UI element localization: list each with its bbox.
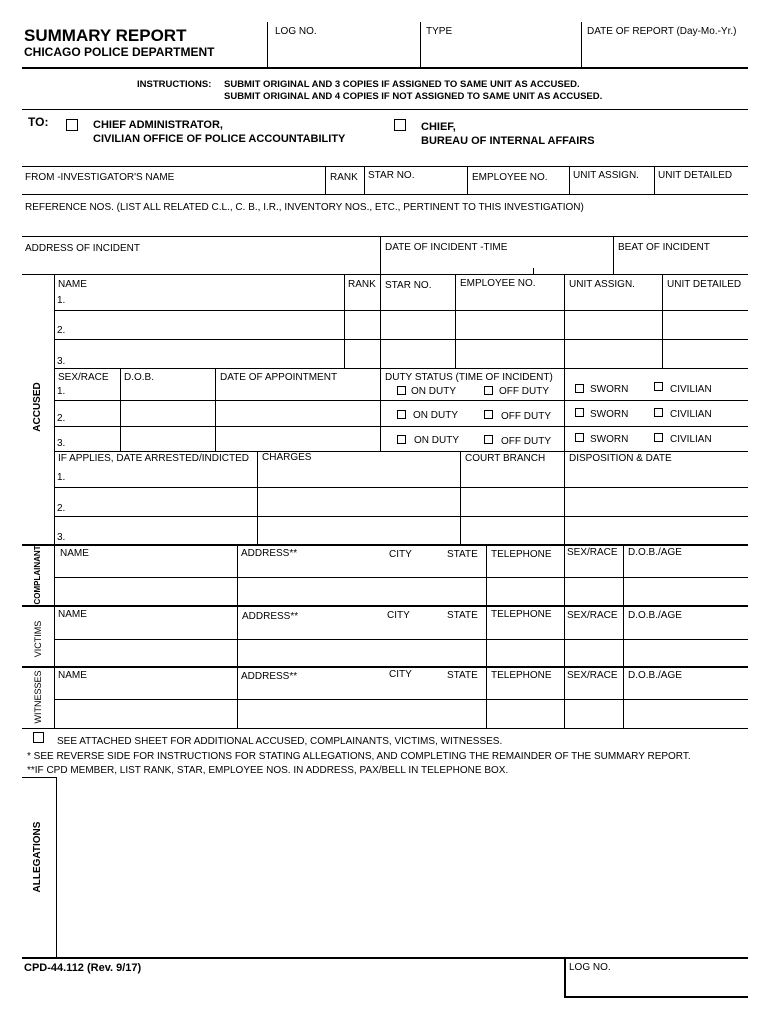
complainant-address-label: ADDRESS** (241, 548, 298, 559)
header-divider-1 (267, 22, 268, 67)
charges-row-rule-1 (54, 487, 748, 488)
instructions-rule (22, 109, 748, 110)
accused-side-label: ACCUSED (32, 382, 43, 432)
civilian-label: CIVILIAN (670, 409, 712, 420)
accused-unit-assign-label: UNIT ASSIGN. (569, 279, 635, 290)
accused-row-rule-2 (54, 339, 748, 340)
to-option-1-line-1: CHIEF ADMINISTRATOR, (93, 119, 223, 131)
checkbox-civilian-2[interactable] (654, 408, 663, 417)
to-rule (22, 166, 748, 167)
accused-side-border (54, 274, 55, 544)
allegations-side-label: ALLEGATIONS (32, 821, 43, 893)
victims-telephone-label: TELEPHONE (491, 609, 552, 620)
footer-log-box-bottom (564, 996, 748, 998)
inv-divider-unit-assign (569, 166, 570, 194)
cpd-member-note: **IF CPD MEMBER, LIST RANK, STAR, EMPLOYEE NOS. IN ADDRESS, PAX/BELL IN TELEPHONE BOX. (27, 765, 509, 776)
sworn-label: SWORN (590, 409, 629, 420)
status-row-rule-2 (54, 426, 748, 427)
witnesses-mid-rule (54, 699, 748, 700)
incident-beat-label: BEAT OF INCIDENT (618, 242, 710, 253)
status-col-appointment (215, 368, 216, 451)
complainant-city-label: CITY (389, 549, 412, 560)
instructions-line-1: SUBMIT ORIGINAL AND 3 COPIES IF ASSIGNED TO SAME UNIT AS ACCUSED. (224, 79, 580, 90)
allegations-field[interactable] (60, 780, 746, 954)
victims-dob-age-label: D.O.B./AGE (628, 610, 682, 621)
investigator-star-label: STAR NO. (368, 170, 415, 181)
charges-col-disposition (564, 451, 565, 544)
victims-address-label: ADDRESS** (242, 611, 299, 622)
charges-row-number: 1. (57, 472, 66, 483)
complainant-telephone-label: TELEPHONE (491, 549, 552, 560)
header-rule (22, 67, 748, 69)
checkbox-on-duty-3[interactable] (397, 435, 406, 444)
persons-side-border (54, 544, 55, 728)
witnesses-side-label: WITNESSES (33, 670, 43, 724)
reference-rule (22, 236, 748, 237)
reference-nos-field[interactable] (24, 214, 746, 234)
status-row-number: 3. (57, 438, 66, 449)
accused-dob-label: D.O.B. (124, 372, 155, 383)
persons-col-telephone (486, 544, 487, 728)
complainant-state-label: STATE (447, 549, 478, 560)
checkbox-civilian-3[interactable] (654, 433, 663, 442)
victims-city-label: CITY (387, 610, 410, 621)
charges-row-number: 3. (57, 532, 66, 543)
date-of-report-field[interactable] (586, 40, 746, 64)
footer-rule (22, 957, 748, 959)
form-number: CPD-44.112 (Rev. 9/17) (24, 962, 142, 974)
to-option-2-line-1: CHIEF, (421, 121, 456, 133)
reverse-side-note: * SEE REVERSE SIDE FOR INSTRUCTIONS FOR STATING ALLEGATIONS, AND COMPLETING THE REMAINDER OF THE SUMMARY REPORT. (27, 751, 691, 762)
accused-unit-detailed-label: UNIT DETAILED (667, 279, 742, 290)
log-no-label: LOG NO. (275, 26, 317, 37)
investigator-name-label: FROM -INVESTIGATOR'S NAME (25, 172, 175, 183)
sworn-label: SWORN (590, 384, 629, 395)
accused-row-rule-3 (54, 368, 748, 369)
accused-appointment-label: DATE OF APPOINTMENT (220, 372, 338, 383)
incident-date-time-label: DATE OF INCIDENT -TIME (385, 242, 508, 253)
accused-col-rank (344, 274, 345, 368)
on-duty-label: ON DUTY (411, 386, 456, 397)
witnesses-telephone-label: TELEPHONE (491, 670, 552, 681)
allegations-side-border (56, 777, 57, 957)
accused-employee-label: EMPLOYEE NO. (460, 278, 536, 289)
complainant-dob-age-label: D.O.B./AGE (628, 547, 682, 558)
charges-col-court (460, 451, 461, 544)
complainant-bottom-rule (22, 605, 748, 607)
persons-col-sex-race (564, 544, 565, 728)
checkbox-on-duty-1[interactable] (397, 386, 406, 395)
inv-divider-unit-detailed (654, 166, 655, 194)
log-no-field[interactable] (272, 40, 414, 64)
accused-col-star (380, 274, 381, 368)
status-col-sworn (564, 368, 565, 451)
off-duty-label: OFF DUTY (501, 411, 551, 422)
victims-side-label: VICTIMS (33, 620, 43, 658)
witnesses-city-label: CITY (389, 669, 412, 680)
complainant-name-label: NAME (60, 548, 89, 559)
accused-rank-label: RANK (348, 279, 376, 290)
on-duty-label: ON DUTY (414, 435, 459, 446)
checkbox-on-duty-2[interactable] (397, 410, 406, 419)
incident-address-label: ADDRESS OF INCIDENT (25, 243, 141, 254)
checkbox-sworn-3[interactable] (575, 433, 584, 442)
type-field[interactable] (424, 40, 576, 64)
footer-log-no-field[interactable] (570, 975, 746, 993)
accused-row-number: 1. (57, 295, 66, 306)
incident-divider-beat (613, 236, 614, 274)
investigator-rule (22, 194, 748, 195)
off-duty-label: OFF DUTY (499, 386, 549, 397)
accused-col-unit-assign (564, 274, 565, 368)
allegations-top-rule (22, 777, 56, 778)
checkbox-sworn-2[interactable] (575, 408, 584, 417)
investigator-unit-detailed-label: UNIT DETAILED (658, 170, 733, 181)
victims-state-label: STATE (447, 610, 478, 621)
status-row-number: 1. (57, 386, 66, 397)
inv-divider-rank (325, 166, 326, 194)
charges-col-charges (257, 451, 258, 544)
accused-row-number: 2. (57, 325, 66, 336)
investigator-rank-label: RANK (330, 172, 358, 183)
court-branch-label: COURT BRANCH (465, 453, 546, 464)
investigator-employee-label: EMPLOYEE NO. (472, 172, 548, 183)
checkbox-civilian-1[interactable] (654, 382, 663, 391)
charges-row-number: 2. (57, 503, 66, 514)
checkbox-chief-internal-affairs[interactable] (394, 119, 406, 131)
to-label: TO: (28, 115, 49, 129)
date-of-report-label: DATE OF REPORT (Day-Mo.-Yr.) (587, 26, 737, 37)
status-row-rule-3 (54, 451, 748, 452)
witnesses-bottom-rule (22, 728, 748, 729)
civilian-label: CIVILIAN (670, 434, 712, 445)
form-title: SUMMARY REPORT (24, 26, 187, 45)
instructions-line-2: SUBMIT ORIGINAL AND 4 COPIES IF NOT ASSIGNED TO SAME UNIT AS ACCUSED. (224, 91, 603, 102)
off-duty-label: OFF DUTY (501, 436, 551, 447)
charges-row-rule-2 (54, 516, 748, 517)
incident-divider-date (380, 236, 381, 274)
victims-name-label: NAME (58, 609, 87, 620)
sworn-label: SWORN (590, 434, 629, 445)
checkbox-sworn-1[interactable] (575, 384, 584, 393)
type-label: TYPE (426, 26, 453, 37)
victims-mid-rule (54, 639, 748, 640)
to-option-2-line-2: BUREAU OF INTERNAL AFFAIRS (421, 135, 595, 147)
accused-star-label: STAR NO. (385, 280, 432, 291)
complainant-side-label: COMPLAINANT (33, 545, 42, 605)
checkbox-chief-administrator[interactable] (66, 119, 78, 131)
witnesses-state-label: STATE (447, 670, 478, 681)
duty-status-label: DUTY STATUS (TIME OF INCIDENT) (385, 372, 553, 383)
witnesses-sex-race-label: SEX/RACE (567, 670, 618, 681)
accused-col-unit-detailed (662, 274, 663, 368)
header-divider-3 (581, 22, 582, 67)
witnesses-name-label: NAME (58, 670, 87, 681)
reference-nos-label: REFERENCE NOS. (LIST ALL RELATED C.L., C. B., I.R., INVENTORY NOS., ETC., PERTINENT TO THIS INVESTIGATION) (25, 202, 584, 213)
checkbox-off-duty-2[interactable] (484, 410, 493, 419)
victims-sex-race-label: SEX/RACE (567, 610, 618, 621)
status-row-number: 2. (57, 413, 66, 424)
victims-bottom-rule (22, 666, 748, 668)
witnesses-dob-age-label: D.O.B./AGE (628, 670, 682, 681)
status-col-dob (120, 368, 121, 451)
persons-col-dob-age (623, 544, 624, 728)
incident-rule (22, 274, 748, 275)
investigator-unit-assign-label: UNIT ASSIGN. (573, 170, 639, 181)
checkbox-see-attached-sheet[interactable] (33, 732, 44, 743)
accused-name-label: NAME (58, 279, 87, 290)
instructions-label: INSTRUCTIONS: (137, 79, 212, 90)
witnesses-address-label: ADDRESS** (241, 671, 298, 682)
status-row-rule-1 (54, 400, 748, 401)
complainant-mid-rule (54, 577, 748, 578)
department-name: CHICAGO POLICE DEPARTMENT (24, 45, 215, 59)
persons-col-address (237, 544, 238, 728)
header-divider-2 (420, 22, 421, 67)
accused-bottom-rule (22, 544, 748, 546)
checkbox-off-duty-3[interactable] (484, 435, 493, 444)
complainant-sex-race-label: SEX/RACE (567, 547, 618, 558)
on-duty-label: ON DUTY (413, 410, 458, 421)
attached-sheet-note: SEE ATTACHED SHEET FOR ADDITIONAL ACCUSED, COMPLAINANTS, VICTIMS, WITNESSES. (57, 736, 503, 747)
status-col-duty (380, 368, 381, 451)
disposition-date-label: DISPOSITION & DATE (569, 453, 672, 464)
charges-label: CHARGES (262, 452, 312, 463)
accused-col-employee (455, 274, 456, 368)
arrested-indicted-label: IF APPLIES, DATE ARRESTED/INDICTED (58, 453, 249, 464)
inv-divider-employee (467, 166, 468, 194)
accused-row-number: 3. (57, 356, 66, 367)
footer-log-box-left (564, 957, 566, 997)
accused-row-rule-1 (54, 310, 748, 311)
civilian-label: CIVILIAN (670, 384, 712, 395)
checkbox-off-duty-1[interactable] (484, 386, 493, 395)
inv-divider-star (364, 166, 365, 194)
footer-log-no-label: LOG NO. (569, 962, 611, 973)
to-option-1-line-2: CIVILIAN OFFICE OF POLICE ACCOUNTABILITY (93, 133, 346, 145)
accused-sex-race-label: SEX/RACE (58, 372, 109, 383)
